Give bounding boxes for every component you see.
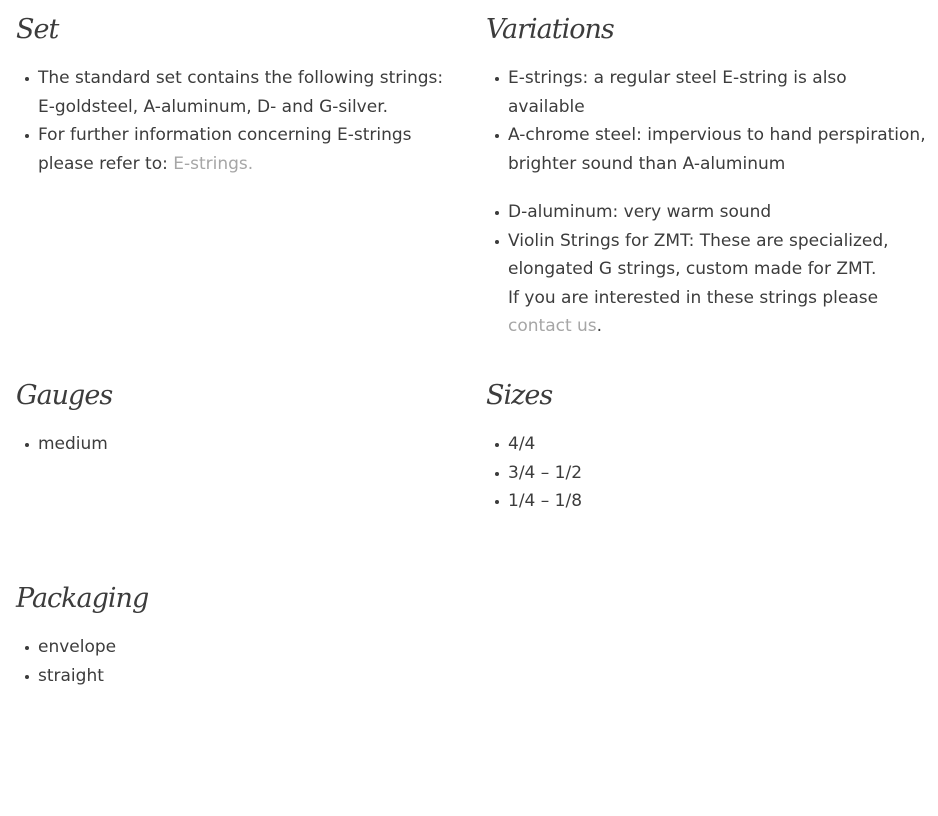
variation-a-chrome: A-chrome steel: impervious to hand perspiration, brighter sound than A-aluminum — [508, 125, 926, 174]
contact-us-link[interactable]: contact us — [508, 316, 597, 336]
list-item — [16, 64, 456, 121]
packaging-section — [16, 581, 456, 711]
gauges-heading: Gauges — [16, 380, 113, 411]
size-3-4-1-2: 3/4 – 1/2 — [508, 462, 583, 483]
list-item — [16, 121, 456, 178]
packaging-envelope: envelope — [38, 637, 117, 657]
gauge-medium: medium — [38, 434, 108, 454]
list-item — [486, 121, 926, 178]
list-item — [16, 633, 456, 662]
set-heading: Set — [16, 14, 59, 45]
set-item-standard: The standard set contains the following strings: E-goldsteel, A-aluminum, D- and G-silver. — [38, 68, 444, 117]
list-item — [16, 430, 456, 459]
variations-section — [486, 12, 926, 336]
variations-heading: Variations — [486, 14, 614, 45]
list-item — [486, 227, 926, 341]
variation-zmt-description: Violin Strings for ZMT: These are specialized, elongated G strings, custom made for ZMT. — [508, 230, 889, 279]
list-item — [486, 430, 926, 459]
variation-zmt-contact-text: If you are interested in these strings please — [508, 287, 879, 308]
list-item — [16, 662, 456, 691]
packaging-straight: straight — [38, 665, 104, 686]
set-item-further-info: For further information concerning E-strings please refer to: — [38, 125, 412, 174]
packaging-heading: Packaging — [16, 583, 149, 614]
variations-list — [486, 64, 926, 341]
size-1-4-1-8: 1/4 – 1/8 — [508, 491, 583, 511]
list-item — [486, 198, 926, 227]
variation-zmt-period: . — [596, 316, 603, 336]
sizes-heading: Sizes — [486, 380, 553, 411]
set-section — [16, 12, 456, 212]
e-strings-link[interactable]: E-strings. — [173, 153, 254, 174]
set-list — [16, 64, 456, 178]
packaging-list — [16, 633, 456, 690]
list-item — [486, 64, 926, 121]
list-item — [486, 459, 926, 488]
sizes-section — [486, 378, 926, 528]
variation-d-aluminum: D-aluminum: very warm sound — [508, 202, 772, 222]
gauges-list — [16, 430, 456, 459]
list-item — [486, 487, 926, 516]
gauges-section — [16, 378, 456, 478]
size-4-4: 4/4 — [508, 434, 536, 454]
variation-e-strings: E-strings: a regular steel E-string is also available — [508, 68, 847, 117]
sizes-list — [486, 430, 926, 516]
